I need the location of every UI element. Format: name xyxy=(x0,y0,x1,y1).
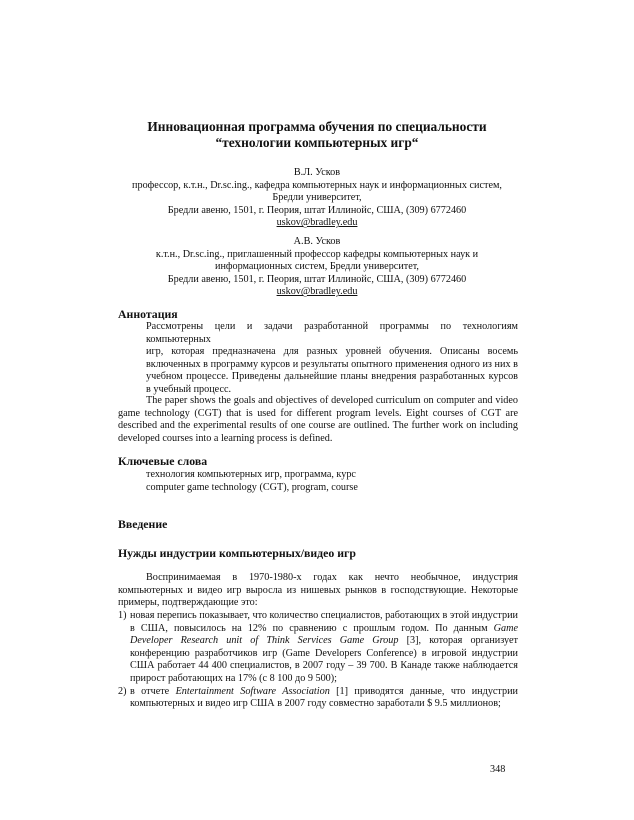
list-item-text: в отчете xyxy=(130,685,176,697)
list-item-source: Entertainment Software Association xyxy=(175,685,330,697)
author-affiliation-line: информационных систем, Бредли университет, xyxy=(215,261,419,273)
author-block-1 xyxy=(90,167,544,230)
keywords-ru: технология компьютерных игр, программа, курс xyxy=(146,469,356,480)
paper-title xyxy=(100,119,534,151)
author-name: А.В. Усков xyxy=(293,236,341,247)
keywords-en: computer game technology (CGT), program, course xyxy=(146,482,358,493)
title-line-1: Инновационная программа обучения по специальности xyxy=(147,119,487,134)
keywords-heading: Ключевые слова xyxy=(118,454,208,468)
abstract-heading: Аннотация xyxy=(118,307,178,321)
intro-heading: Введение xyxy=(118,517,168,531)
list-item-text: новая перепись показывает, что количество специалистов, работающих в этой индустрии в США, повысилось на 12% по сравнению с прошлым годом. По данным xyxy=(130,610,518,634)
abstract-ru xyxy=(118,321,518,397)
list-item-source: Game Developer Research unit of Think Services Game Group xyxy=(130,622,518,647)
author-email-link[interactable]: uskov@bradley.edu xyxy=(276,286,358,298)
list-item-text-cont: [3], которая организует конференцию разработчиков игр (Game Developers Conference) в игровой индустрии США работает 44 400 специалистов, в 2007 году – 39 700. В Канаде также наблюдается прирост работающих на 17% (с 8 100 до 9 500); xyxy=(130,635,518,684)
author-block-2 xyxy=(90,236,544,299)
abstract-en: The paper shows the goals and objectives of developed curriculum on computer and video game technology (CGT) that is used for different program levels. Eight courses of CGT are described and the experimental results of one course are outlined. The further work on including developed courses into a learning process is defined. xyxy=(118,395,518,444)
author-name: В.Л. Усков xyxy=(293,167,341,178)
abstract-ru-text: игр, которая предназначена для разных уровней обучения. Описаны восемь включенных в программу курсов и результаты опытного применения одного из них в учебном процессе. Приведены дальнейшие планы внедрения разработанных курсов в учебный процесс. xyxy=(146,346,518,395)
list-item xyxy=(118,610,518,686)
needs-paragraph: Воспринимаемая в 1970-1980-х годах как нечто необычное, индустрия компьютерных и видео игр выросла из нишевых рынков в господствующие. Некоторые примеры, подтверждающие это: xyxy=(118,572,518,609)
author-affiliation-line: Бредли университет, xyxy=(272,192,362,204)
needs-list xyxy=(118,610,518,711)
page-number: 348 xyxy=(490,764,506,775)
author-affiliation-line: к.т.н., Dr.sc.ing., приглашенный профессор кафедры компьютерных наук и xyxy=(155,248,479,260)
list-item xyxy=(118,686,518,711)
needs-heading: Нужды индустрии компьютерных/видео игр xyxy=(118,546,356,560)
list-item-number: 1) xyxy=(118,610,127,621)
author-affiliation-line: Бредли авеню, 1501, г. Пеория, штат Иллинойс, США, (309) 6772460 xyxy=(167,273,467,285)
author-email-link[interactable]: uskov@bradley.edu xyxy=(276,217,358,229)
author-affiliation-line: профессор, к.т.н., Dr.sc.ing., кафедра компьютерных наук и информационных систем, xyxy=(132,179,502,191)
title-line-2: “технологии компьютерных игр“ xyxy=(215,135,419,150)
list-item-number: 2) xyxy=(118,685,127,697)
abstract-ru-line-1: Рассмотрены цели и задачи разработанной программы по технологиям компьютерных xyxy=(146,321,518,345)
list-item-text-cont: [1] приводятся данные, что индустрии компьютерных и видео игр США в 2007 году совместно заработали $ 9.5 миллионов; xyxy=(130,685,519,710)
author-affiliation-line: Бредли авеню, 1501, г. Пеория, штат Иллинойс, США, (309) 6772460 xyxy=(167,204,467,216)
